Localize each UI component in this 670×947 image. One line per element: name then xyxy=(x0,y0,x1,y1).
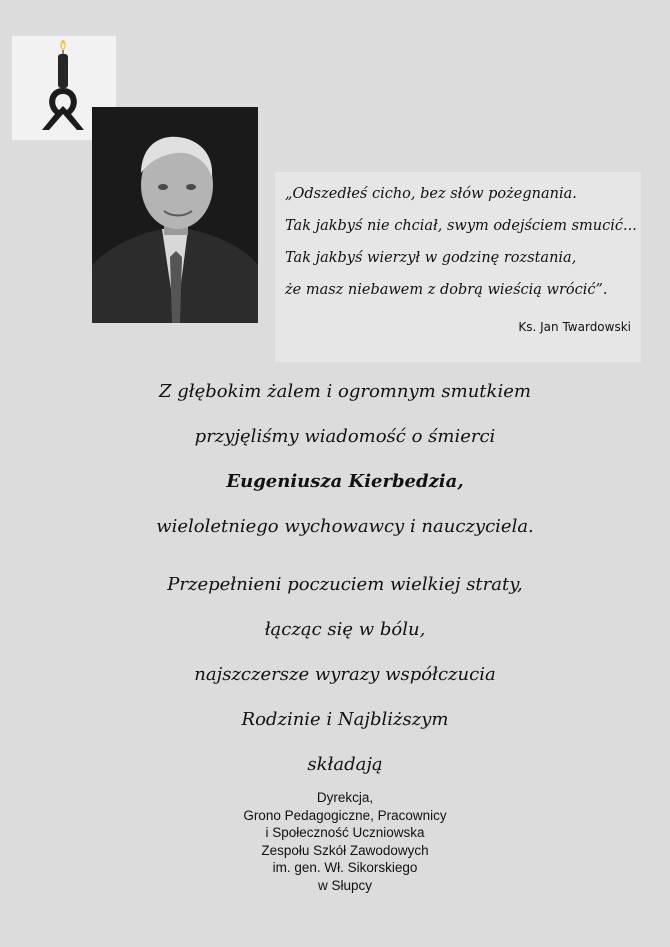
signer-line: Grono Pedagogiczne, Pracownicy xyxy=(243,807,447,823)
quote-panel xyxy=(275,172,641,362)
signers-block xyxy=(0,789,670,894)
message-line: Z głębokim żalem i ogromnym smutkiem xyxy=(159,381,531,402)
message-line: Rodzinie i Najbliższym xyxy=(241,709,449,730)
message-line: łącząc się w bólu, xyxy=(264,619,426,640)
signer-line: im. gen. Wł. Sikorskiego xyxy=(272,860,418,875)
quote-text xyxy=(285,184,637,312)
deceased-role: wieloletniego wychowawcy i nauczyciela. xyxy=(156,516,534,537)
quote-line: że masz niebawem z dobrą wieścią wrócić”. xyxy=(285,282,608,298)
condolence-message xyxy=(0,380,670,560)
portrait-image xyxy=(92,107,258,323)
deceased-name: Eugeniusza Kierbedzia, xyxy=(226,471,464,492)
signer-line: Zespołu Szkół Zawodowych xyxy=(261,842,429,858)
portrait-photo xyxy=(92,107,258,323)
message-line: najszczersze wyrazy współczucia xyxy=(194,664,496,685)
quote-author: Ks. Jan Twardowski xyxy=(518,320,631,334)
signer-line: w Słupcy xyxy=(317,877,373,893)
quote-line: Tak jakbyś wierzył w godzinę rozstania, xyxy=(285,250,577,266)
signer-line: i Społeczność Uczniowska xyxy=(265,825,425,840)
condolence-expression xyxy=(0,573,670,798)
quote-line: Tak jakbyś nie chciał, swym odejściem smucić... xyxy=(285,218,637,234)
message-line: Przepełnieni poczuciem wielkiej straty, xyxy=(167,574,523,595)
message-line: składają xyxy=(307,754,383,775)
quote-line: „Odszedłeś cicho, bez słów pożegnania. xyxy=(285,186,577,202)
signer-line: Dyrekcja, xyxy=(316,790,374,805)
message-line: przyjęliśmy wiadomość o śmierci xyxy=(194,426,496,447)
